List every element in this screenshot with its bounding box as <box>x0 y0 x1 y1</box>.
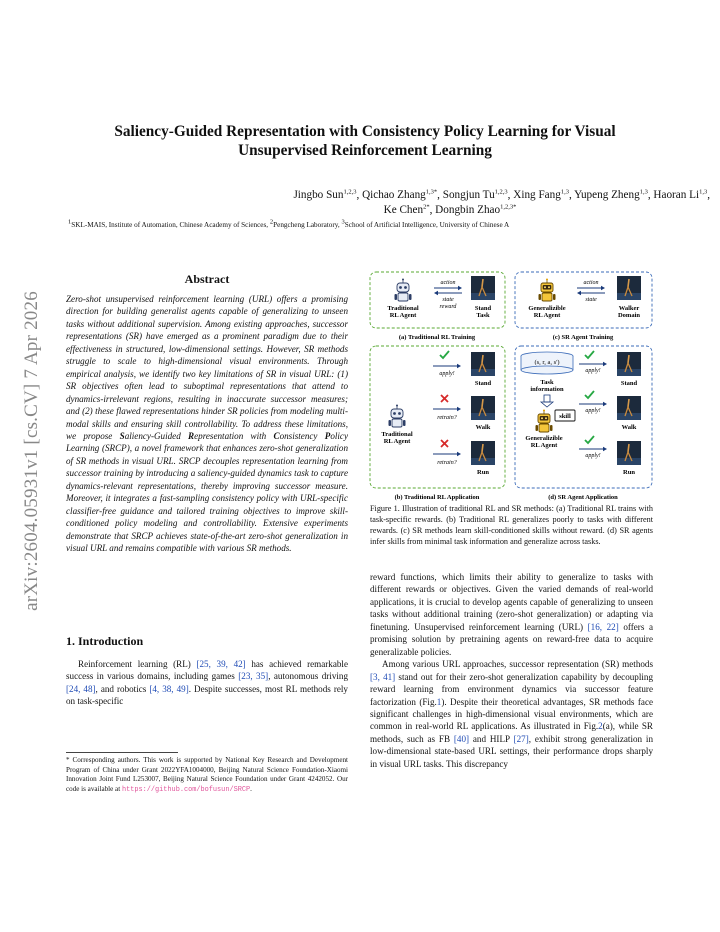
author-sup: 1,3 <box>560 188 569 196</box>
panel-caption: (d) SR Agent Application <box>548 494 618 501</box>
panel-traditional-rl-training <box>370 272 505 341</box>
arrow-label: action <box>440 280 456 286</box>
check-icon <box>440 351 449 358</box>
info-label: information <box>530 386 564 393</box>
arrow-label: state <box>442 297 454 303</box>
author-sup: 1,3 <box>639 188 648 196</box>
affiliation: School of Artificial Intelligence, University of Chinese A <box>344 221 510 229</box>
intro-text: , and robotics <box>95 683 150 694</box>
body-paragraph <box>370 658 653 770</box>
method-text: onsistency <box>279 430 325 441</box>
author-sup: 1,2,3 <box>494 188 508 196</box>
method-initial: R <box>188 430 195 441</box>
retrain-label: retrain? <box>437 460 457 466</box>
agent-label: Traditional <box>381 431 413 438</box>
walker-thumbnail <box>617 352 641 376</box>
walker-thumbnail <box>471 396 495 420</box>
apply-label: apply! <box>585 453 601 459</box>
arrow-right-icon <box>433 407 461 411</box>
arrow-left-icon <box>434 291 462 295</box>
task-label: Domain <box>617 312 641 319</box>
author-sup: 1,3 <box>699 188 708 196</box>
info-label: Task <box>540 379 554 386</box>
arxiv-stamp: arXiv:2604.05931v1 [cs.CV] 7 Apr 2026 <box>21 291 42 611</box>
method-initial: S <box>119 430 125 441</box>
title-line-1: Saliency-Guided Representation with Consistency Policy Learning for Visual <box>114 123 616 140</box>
abstract-body <box>66 293 348 555</box>
retrain-label: retrain? <box>437 415 457 421</box>
intro-text: . Despite successes, most RL methods rely on task-specific <box>66 683 348 707</box>
author-name: Ke Chen <box>383 204 424 216</box>
right-column-body <box>370 571 653 770</box>
author-sup: 1,3* <box>425 188 438 196</box>
method-text: aliency-Guided <box>124 430 189 441</box>
title-line-2: Unsupervised Reinforcement Learning <box>238 142 492 159</box>
panel-caption: (c) SR Agent Training <box>552 334 614 341</box>
code-url-link[interactable]: https://github.com/bofusun/SRCP <box>121 785 251 794</box>
arrow-right-icon <box>577 286 605 290</box>
apply-label: apply! <box>585 368 601 374</box>
citation-link[interactable]: [16, 22] <box>587 621 619 632</box>
authors-line-2: Ke Chen$^{2*}$, Dongbin Zhao$^{1,2,3*}$ <box>383 203 517 216</box>
walker-thumbnail <box>471 441 495 465</box>
cross-icon <box>441 395 448 402</box>
method-text: olicy Learning (SRCP), a novel framework <box>66 430 348 454</box>
author-list <box>70 188 710 218</box>
affil-sup: 3 <box>341 218 345 226</box>
intro-text: has achieved remarkable success in various domains, including games <box>66 659 348 682</box>
robot-icon <box>539 279 556 302</box>
body-text: (a), while SR methods, such as FB <box>370 721 653 744</box>
author-name: Dongbin Zhao <box>435 204 501 216</box>
walker-thumbnail <box>471 276 495 300</box>
task-label: Walker <box>618 305 640 312</box>
arrow-right-icon <box>579 447 607 451</box>
intro-paragraph <box>66 658 348 708</box>
panel-sr-agent-training <box>515 272 652 341</box>
figure-link[interactable]: 2 <box>598 721 603 732</box>
task-label: Task <box>476 312 490 319</box>
check-icon <box>585 391 594 398</box>
citation-link[interactable]: [4, 38, 49] <box>149 683 189 694</box>
author-sup: 1,2,3* <box>500 203 517 211</box>
author-sup: 2* <box>423 203 430 211</box>
author-name: Yupeng Zheng <box>574 189 640 201</box>
citation-link[interactable]: [40] <box>453 733 470 744</box>
author-name: Songjun Tu <box>442 189 495 201</box>
affil-sup: 1 <box>68 218 72 226</box>
abstract-text: Zero-shot unsupervised reinforcement learning (URL) offers a promising direction for building generalist agents capable of generalizing to unseen tasks without additional supervision. Among existing approaches, successor representations (SR) have emerged as a prominent paradigm due to their effectiveness in structured, low-dimensional settings. However, SR methods struggle to scale to high-dimensional visual environments. Through empirical analysis, we identify two key limitations of SR in visual URL: (1) SR objectives often lead to suboptimal representations that attend to dynamics-irrelevant regions, resulting in inaccurate successor measures; and (2) these flawed representations hinder SR policies from modeling multi-modal skills and ensuring skill controllability. To address these limitations, we propose <box>66 294 348 441</box>
apply-label: apply! <box>585 408 601 414</box>
agent-label: Generalizible <box>528 305 566 312</box>
affiliations <box>68 218 720 229</box>
arrow-label: state <box>585 297 597 303</box>
agent-label: RL Agent <box>533 312 561 319</box>
section-heading-introduction: 1. Introduction <box>66 634 144 648</box>
citation-link[interactable]: [25, 39, 42] <box>196 659 246 669</box>
citation-link[interactable]: [27] <box>513 733 529 744</box>
arrow-right-icon <box>579 362 607 366</box>
task-label: Run <box>623 469 635 476</box>
arrow-label: action <box>583 280 599 286</box>
body-text: and HILP <box>469 733 514 744</box>
citation-link[interactable]: [3, 41] <box>370 671 396 682</box>
task-label: Walk <box>621 424 637 431</box>
check-icon <box>585 351 594 358</box>
author-sup: 1,2,3 <box>343 188 357 196</box>
arrow-right-icon <box>433 364 461 368</box>
abstract-paragraph <box>66 293 348 555</box>
body-text: reward functions, which limits their ability to generalize to tasks with different rewards or objectives. Given the varied demands of real-world applications, it is crucial to develop agents capable of generalizing to unseen tasks without additional training (zero-shot generalization) or adapting via finetuning. Unsupervised reinforcement learning (URL) <box>370 572 653 632</box>
footnote <box>66 756 348 795</box>
author-name: Xing Fang <box>513 189 561 201</box>
arrow-right-icon <box>433 452 461 456</box>
robot-icon <box>536 410 553 433</box>
footnote-text: * Corresponding authors. This work is supported by National Key Research and Development Program of China under Grant 2022YFA1004000, Beijing Natural Science Foundation-Xiaomi Innovation Joint Fund L253007, Beijing Natural Science Foundation under Grant 4242052. Our code is available at <box>66 756 348 793</box>
cross-icon <box>441 440 448 447</box>
affiliation: Pengcheng Laboratory, <box>273 221 342 229</box>
body-text: stand out for their zero-shot generalization capability by decoupling reward learning from environment dynamics via successor feature factorization (Fig. <box>370 671 653 707</box>
walker-thumbnail <box>471 352 495 376</box>
agent-label: RL Agent <box>530 442 558 449</box>
introduction-body <box>66 658 348 708</box>
arrow-label: reward <box>439 304 457 310</box>
method-text: epresentation with <box>194 430 274 441</box>
paper-title <box>60 122 670 160</box>
figure-caption: Figure 1. Illustration of traditional RL and SR methods: (a) Traditional RL trains with task-specific rewards. (b) Traditional RL generalizes poorly to tasks with different rewards. (c) SR methods learn skill-conditioned skills without reward. (d) SR agents infer skills from minimal task information and generalize across tasks. <box>370 504 653 546</box>
affil-sup: 2 <box>269 218 274 226</box>
intro-text: Reinforcement learning (RL) <box>78 659 197 669</box>
method-initial: P <box>324 430 331 441</box>
agent-label: Traditional <box>387 305 419 312</box>
task-label: Stand <box>474 380 492 387</box>
figure-1 <box>367 270 655 502</box>
body-text: Among various URL approaches, successor representation (SR) methods <box>382 659 653 670</box>
agent-label: RL Agent <box>383 438 411 445</box>
agent-label: RL Agent <box>389 312 417 319</box>
panel-sr-agent-application <box>515 346 652 501</box>
skill-bubble: skill <box>559 413 571 420</box>
apply-label: apply! <box>439 371 455 377</box>
walker-thumbnail <box>617 276 641 300</box>
affiliation: SKL-MAIS, Institute of Automation, Chinese Academy of Sciences, <box>71 221 270 229</box>
method-initial: C <box>273 430 280 441</box>
body-paragraph <box>370 571 653 658</box>
check-icon <box>585 436 594 443</box>
arrow-left-icon <box>577 291 605 295</box>
abstract-text: that enhances zero-shot generalization of SR methods in visual URL. SRCP decouples representation learning from successor training by introducing a saliency-guided dynamics task to capture dynamics-relevant representations, thereby improving successor measure. Moreover, it integrates a fast-sampling consistency policy with URL-specific classifier-free guidance and tailored training objectives to improve skill-conditioned policy modeling and controllability. Extensive experiments demonstrate that SRCP achieves state-of-the-art zero-shot generalization in visual URL and remains compatible with various SR methods. <box>66 443 349 554</box>
body-text: ). Despite their theoretical advantages, SR methods face significant challenges in high-dimensional visual environments, which are common in real-world RL applications. As illustrated in Fig. <box>370 696 654 732</box>
abstract-heading: Abstract <box>184 272 230 286</box>
citation-link[interactable]: [24, 48] <box>66 683 96 694</box>
walker-thumbnail <box>617 396 641 420</box>
body-text: offers a promising solution by pretraining agents on reward-free data to acquire generalizable policies. <box>370 621 653 657</box>
figure-link[interactable]: 1 <box>436 696 442 707</box>
footnote-text: . <box>250 784 252 793</box>
robot-icon <box>389 405 406 428</box>
robot-icon <box>395 279 412 302</box>
task-label: Run <box>477 469 489 476</box>
arrow-right-icon <box>434 286 462 290</box>
arrow-right-icon <box>579 402 607 406</box>
panel-caption: (a) Traditional RL Training <box>398 334 476 341</box>
footnote-rule <box>66 752 178 753</box>
body-text: , exhibit strong generalization in low-dimensional state-based URL settings, their performance drops sharply in visual URL tasks. This discrepancy <box>370 733 653 769</box>
author-name: Jingbo Sun <box>293 189 344 201</box>
task-label: Walk <box>475 424 491 431</box>
agent-label: Generalizible <box>525 435 563 442</box>
panel-traditional-rl-application <box>370 346 505 501</box>
author-name: Haoran Li <box>653 189 700 201</box>
panel-caption: (b) Traditional RL Application <box>394 494 480 501</box>
intro-text: , autonomous driving <box>268 671 349 682</box>
citation-link[interactable]: [23, 35] <box>238 671 269 682</box>
transition-tuple: (s, r, a, s') <box>534 359 560 366</box>
walker-thumbnail <box>617 441 641 465</box>
task-label: Stand <box>620 380 638 387</box>
author-name: Qichao Zhang <box>362 189 426 201</box>
task-label: Stand <box>474 305 492 312</box>
authors-line-1: Jingbo Sun$^{1,2,3}$, Qichao Zhang$^{1,3*}$, Songjun Tu$^{1,2,3}$, Xing Fang$^{1,3}$, Yupeng Zheng$^{1,3}$, Haoran Li$^{1,3}$, <box>293 188 710 201</box>
